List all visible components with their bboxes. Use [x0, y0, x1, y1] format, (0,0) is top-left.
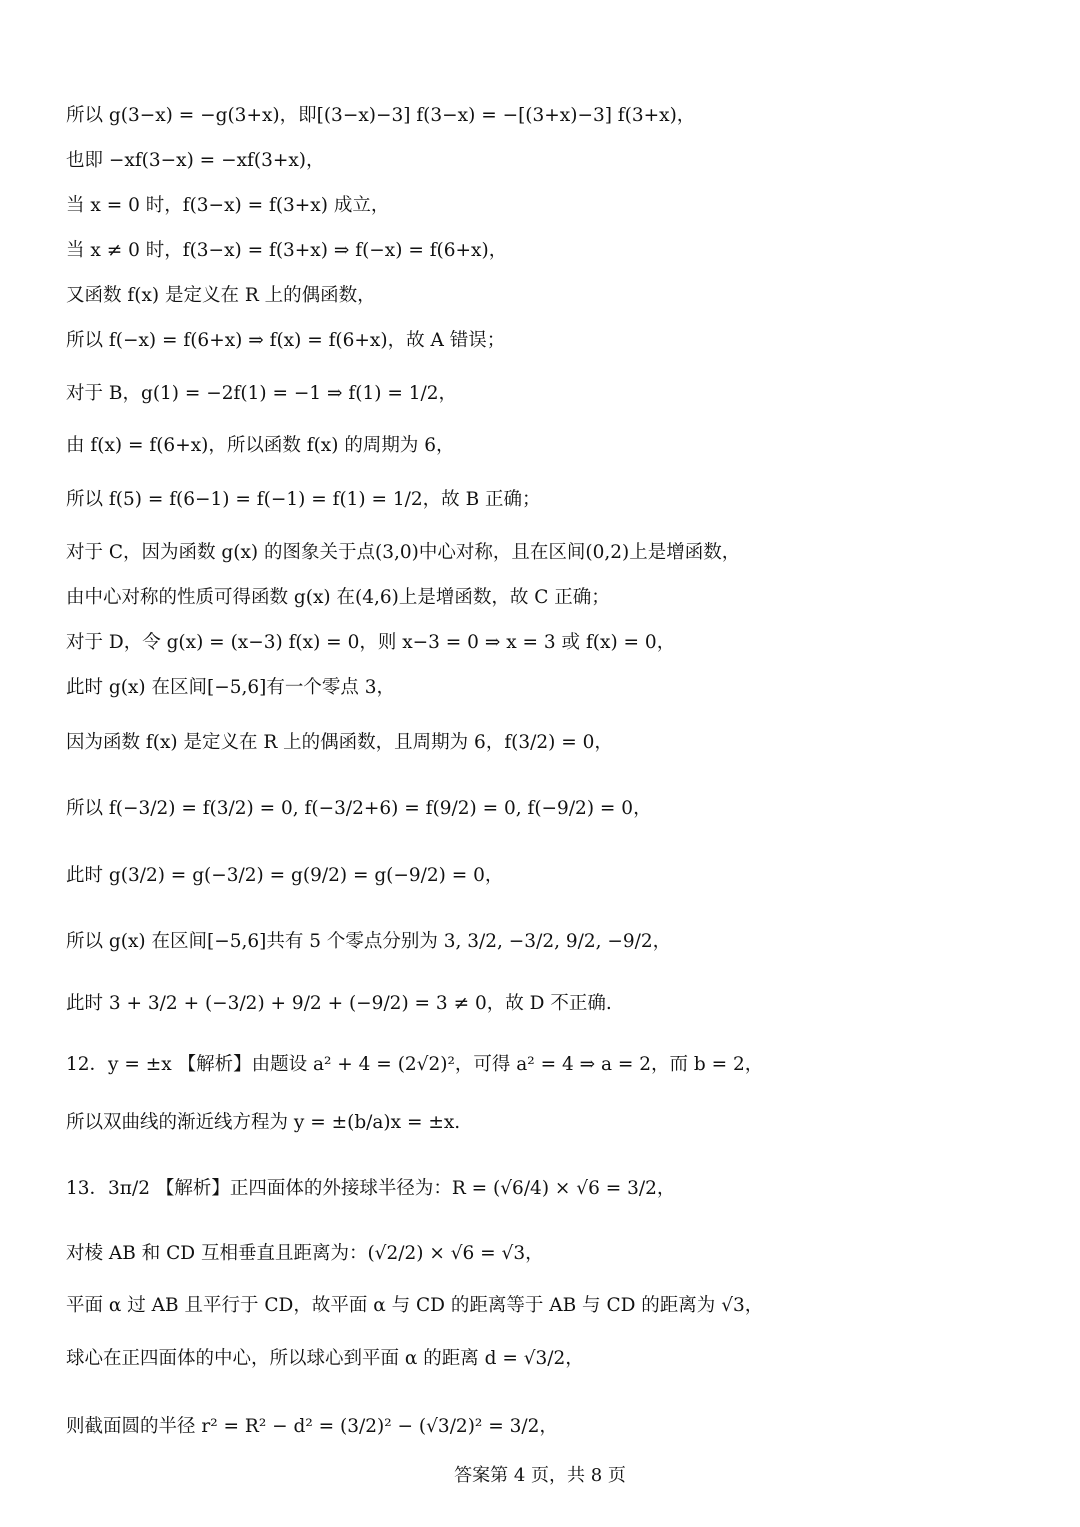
solution-line: 所以 f(−3/2) = f(3/2) = 0, f(−3/2+6) = f(9/2) = 0, f(−9/2) = 0， — [66, 798, 652, 819]
solution-line: 对于 D，令 g(x) = (x−3) f(x) = 0，则 x−3 = 0 ⇒ x = 3 或 f(x) = 0， — [66, 632, 676, 653]
solution-line: 所以双曲线的渐近线方程为 y = ±(b/a)x = ±x. — [66, 1112, 461, 1133]
solution-line: 当 x = 0 时，f(3−x) = f(3+x) 成立， — [66, 195, 390, 216]
solution-line: 由中心对称的性质可得函数 g(x) 在(4,6)上是增函数，故 C 正确； — [66, 587, 610, 608]
solution-line: 13．3π/2 【解析】正四面体的外接球半径为：R = (√6/4) × √6 = 3/2， — [66, 1178, 676, 1199]
solution-line: 此时 3 + 3/2 + (−3/2) + 9/2 + (−9/2) = 3 ≠ 0，故 D 不正确. — [66, 993, 612, 1014]
solution-line: 所以 g(x) 在区间[−5,6]共有 5 个零点分别为 3, 3/2, −3/2, 9/2, −9/2， — [66, 931, 672, 952]
solution-line: 所以 g(3−x) = −g(3+x)，即[(3−x)−3] f(3−x) = −[(3+x)−3] f(3+x)， — [66, 105, 696, 126]
solution-line: 对棱 AB 和 CD 互相垂直且距离为：(√2/2) × √6 = √3， — [66, 1243, 544, 1264]
solution-line: 又函数 f(x) 是定义在 R 上的偶函数， — [66, 285, 376, 306]
solution-line: 当 x ≠ 0 时，f(3−x) = f(3+x) ⇒ f(−x) = f(6+x)， — [66, 240, 508, 261]
solution-line: 此时 g(x) 在区间[−5,6]有一个零点 3， — [66, 677, 395, 698]
solution-line: 球心在正四面体的中心，所以球心到平面 α 的距离 d = √3/2， — [66, 1348, 584, 1369]
solution-line: 因为函数 f(x) 是定义在 R 上的偶函数，且周期为 6，f(3/2) = 0， — [66, 732, 613, 753]
solution-line: 12．y = ±x 【解析】由题设 a² + 4 = (2√2)²，可得 a² = 4 ⇒ a = 2，而 b = 2， — [66, 1054, 764, 1075]
solution-line: 此时 g(3/2) = g(−3/2) = g(9/2) = g(−9/2) = 0， — [66, 865, 504, 886]
solution-line: 也即 −xf(3−x) = −xf(3+x)， — [66, 150, 325, 171]
solution-line: 所以 f(5) = f(6−1) = f(−1) = f(1) = 1/2，故 B 正确； — [66, 489, 541, 510]
solution-line: 对于 C，因为函数 g(x) 的图象关于点(3,0)中心对称，且在区间(0,2)上是增函数， — [66, 542, 741, 563]
solution-line: 则截面圆的半径 r² = R² − d² = (3/2)² − (√3/2)² = 3/2， — [66, 1416, 558, 1437]
page-footer: 答案第 4 页，共 8 页 — [454, 1465, 626, 1486]
solution-line: 所以 f(−x) = f(6+x) ⇒ f(x) = f(6+x)，故 A 错误； — [66, 330, 506, 351]
solution-line: 由 f(x) = f(6+x)，所以函数 f(x) 的周期为 6， — [66, 435, 455, 456]
solution-line: 平面 α 过 AB 且平行于 CD，故平面 α 与 CD 的距离等于 AB 与 CD 的距离为 √3， — [66, 1295, 764, 1316]
solution-line: 对于 B，g(1) = −2f(1) = −1 ⇒ f(1) = 1/2， — [66, 383, 457, 404]
